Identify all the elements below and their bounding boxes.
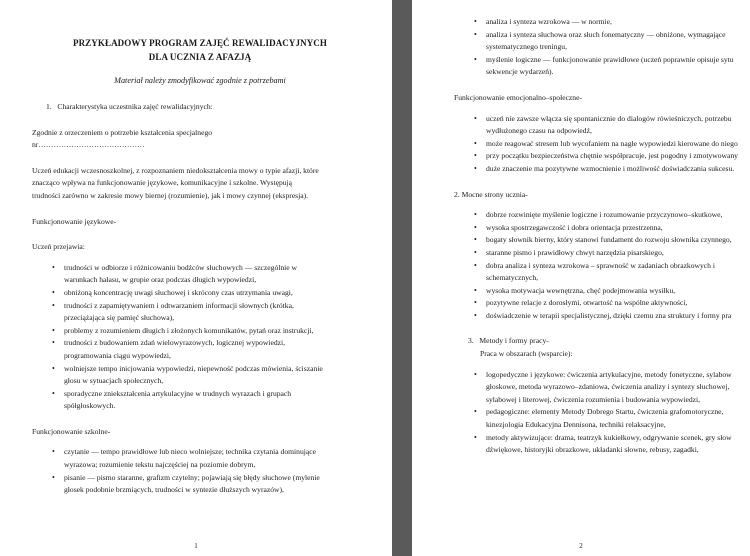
list-item-text: przeciążająca się pamięć słuchowa), — [64, 313, 175, 323]
section-1-heading: 1. Charakterystyka uczestnika zajęć rewalidacyjnych: — [46, 102, 213, 111]
list-item — [476, 234, 750, 247]
list-item — [476, 150, 750, 163]
intro-line-1: Uczeń edukacji wczesnoszkolnej, z rozpoznaniem niedokształcenia mowy o typie afazji, które — [32, 165, 319, 175]
list-item-text: sylabowej i literowej, ćwiczenia rozumienia i budowania wypowiedzi, — [486, 394, 701, 404]
school-heading: Funkcjonowanie szkolne- — [32, 426, 111, 436]
top-list — [454, 16, 750, 79]
list-item-text: • wolniejsze tempo inicjowania wypowiedzi, niepewność podczas mówienia, ściszanie — [64, 363, 323, 373]
list-item-text: • wysoka spostrzegawczość i dobra orientacja przestrzenna, — [486, 222, 663, 232]
list-item — [476, 222, 750, 235]
list-item — [476, 297, 750, 310]
list-item-text: • pozytywne relacje z dorosłymi, otwartość na wspólne aktywności, — [486, 298, 688, 308]
list-item-text: schematycznych, — [486, 273, 539, 283]
list-item-text: • metody aktywizujące: drama, teatrzyk kukiełkowy, odgrywanie scenek, gry słow — [486, 432, 732, 442]
list-item-text: • bogaty słownik bierny, który stanowi fundament do rozwoju słownika czynnego, — [486, 235, 732, 245]
list-item — [476, 310, 750, 323]
list-item-text: dźwiękowe, historyjki obrazkowe, układanki słowne, rebusy, zagadki, — [486, 445, 699, 455]
language-list — [32, 262, 368, 413]
list-item — [476, 406, 750, 431]
list-item — [54, 325, 368, 338]
section-3-subheading: Praca w obszarach (wsparcie): — [480, 349, 573, 359]
list-item — [54, 287, 368, 300]
list-item-text: • analiza i synteza wzrokowa — w normie, — [486, 17, 612, 26]
intro-line-3: trudności zarówno w zakresie mowy biernej (rozumienie), jak i mowy czynnej (ekspresja). — [32, 190, 309, 200]
list-item-text: głoskowe, metoda wyrazowo–zdaniowa, ćwiczenia analizy i syntezy słuchowej, — [486, 382, 730, 392]
list-item-text: • trudności w odbiorze i różnicowaniu bodźców słuchowych — szczególnie w — [64, 262, 298, 272]
list-item — [54, 388, 368, 413]
list-item-text: • doświadczenie w terapii specjalistycznej, dzięki czemu zna struktury i formy pra — [486, 310, 732, 320]
page-number-2: 2 — [579, 542, 583, 550]
list-item — [476, 163, 750, 176]
list-item — [476, 432, 750, 457]
list-item — [476, 247, 750, 260]
list-item — [54, 337, 368, 362]
list-item-text: • logopedyczne i językowe: ćwiczenia artykulacyjne, metody fonetyczne, sylabow — [486, 369, 732, 379]
list-item-text: głosu w sytuacjach społecznych, — [64, 376, 164, 386]
list-item-text: • uczeń nie zawsze włącza się spontanicznie do dialogów rówieśniczych, potrzebu — [486, 113, 732, 123]
list-item — [54, 300, 368, 325]
language-heading: Funkcjonowanie językowe- — [32, 216, 117, 226]
list-item — [54, 363, 368, 388]
list-item-text: systematycznego treningu, — [486, 42, 567, 52]
document-subtitle: Materiał należy zmodyfikować zgodnie z potrzebami — [114, 76, 286, 85]
list-item-text: warunkach hałasu, w grupie oraz podczas długich wypowiedzi, — [64, 275, 257, 285]
page-gutter — [392, 0, 412, 556]
list-item — [476, 260, 750, 285]
list-item-text: kinezjologia Edukacyjna Dennisona, techniki relaksacyjne, — [486, 420, 666, 430]
list-item-text: • analiza i synteza słuchowa oraz słuch fonematyczny — obniżone, wymagające — [486, 29, 726, 39]
list-item — [476, 113, 750, 138]
przejawia-heading: Uczeń przejawia: — [32, 242, 85, 252]
list-item-text: • pisanie — pismo staranne, grafizm czytelny; pojawiają się błędy słuchowe (mylenie — [64, 472, 320, 482]
list-item — [54, 446, 368, 471]
list-item-text: • może reagować stresem lub wycofaniem na nagłe wypowiedzi kierowane do niego — [486, 138, 738, 148]
orzeczenie-line-2: nr…………………………………… — [32, 140, 145, 150]
list-item-text: • trudności z zapamiętywaniem i odtwarzaniem informacji słownych (krótka, — [64, 300, 294, 310]
document-title-line-1: PRZYKŁADOWY PROGRAM ZAJĘĆ REWALIDACYJNYCH — [72, 38, 328, 48]
list-item-text: • staranne pismo i prawidłowy chwyt narzędzia pisarskiego, — [486, 247, 664, 257]
list-item — [476, 209, 750, 222]
methods-list — [454, 369, 750, 457]
section-2-heading: 2. Mocne strony ucznia- — [454, 189, 528, 199]
list-item-text: • trudności z budowaniem zdań wielowyrazowych, logicznej wypowiedzi, — [64, 338, 285, 348]
list-item-text: • obniżoną koncentrację uwagi słuchowej i skrócony czas utrzymania uwagi, — [64, 287, 293, 297]
page-number-1: 1 — [194, 542, 198, 550]
school-list — [32, 446, 368, 496]
list-item-text: • problemy z rozumieniem długich i złożonych komunikatów, pytań oraz instrukcji, — [64, 325, 314, 335]
emotional-list — [454, 113, 750, 176]
strengths-list — [454, 209, 750, 322]
list-item-text: • sporadyczne zniekształcenia artykulacyjne w trudnych wyrazach i grupach — [64, 388, 292, 398]
section-3-heading: 3. Metody i formy pracy- — [468, 336, 549, 346]
list-item-text: wydłużonego czasu na odpowiedź, — [486, 126, 592, 136]
list-item — [476, 369, 750, 407]
orzeczenie-line-1: Zgodnie z orzeczeniem o potrzebie kształcenia specjalnego — [32, 127, 213, 137]
list-item-text: • przy początku bezpieczeństwa chętnie współpracuje, jest pogodny i zmotywowany — [486, 151, 738, 161]
list-item — [476, 138, 750, 151]
list-item-text: wyrazowa; rozumienie tekstu najczęściej na poziomie dobrym, — [64, 460, 256, 470]
list-item-text: • dobra analiza i synteza wzrokowa – sprawność w zadaniach obrazkowych i — [486, 260, 715, 270]
list-item-text: • pedagogiczne: elementy Metody Dobrego Startu, ćwiczenia grafomotoryczne, — [486, 407, 724, 417]
list-item — [476, 285, 750, 298]
document-page-2 — [412, 0, 750, 556]
document-title-line-2: DLA UCZNIA Z AFAZJĄ — [148, 52, 252, 62]
list-item-text: sekwencje wydarzeń). — [486, 67, 554, 77]
list-item-text: • wysoka motywacja wewnętrzna, chęć podejmowania wysiłku, — [486, 285, 676, 295]
list-item — [476, 54, 750, 79]
list-item-text: • duże znaczenie ma pozytywne wzmocnienie i możliwość doświadczania sukcesu. — [486, 163, 735, 173]
list-item — [476, 16, 750, 29]
list-item — [54, 472, 368, 497]
list-item-text: programowania ciągu wypowiedzi, — [64, 350, 171, 360]
list-item — [476, 29, 750, 54]
list-item-text: spółgłoskowych. — [64, 401, 116, 411]
list-item-text: • czytanie — tempo prawidłowe lub nieco wolniejsze; technika czytania dominujące — [64, 447, 316, 457]
emotional-heading: Funkcjonowanie emocjonalno–społeczne- — [454, 92, 582, 102]
list-item-text: głosek podobnie brzmiących, trudności w syntezie dłuższych wyrazów), — [64, 485, 284, 495]
list-item — [54, 262, 368, 287]
list-item-text: • dobrze rozwinięte myślenie logiczne i rozumowanie przyczynowo–skutkowe, — [486, 210, 723, 220]
list-item-text: • myślenie logiczne — funkcjonowanie prawidłowe (uczeń poprawnie opisuje sytu — [486, 54, 734, 64]
intro-line-2: znacząco wpływa na funkcjonowanie językowe, komunikacyjne i szkolne. Występują — [32, 178, 293, 188]
